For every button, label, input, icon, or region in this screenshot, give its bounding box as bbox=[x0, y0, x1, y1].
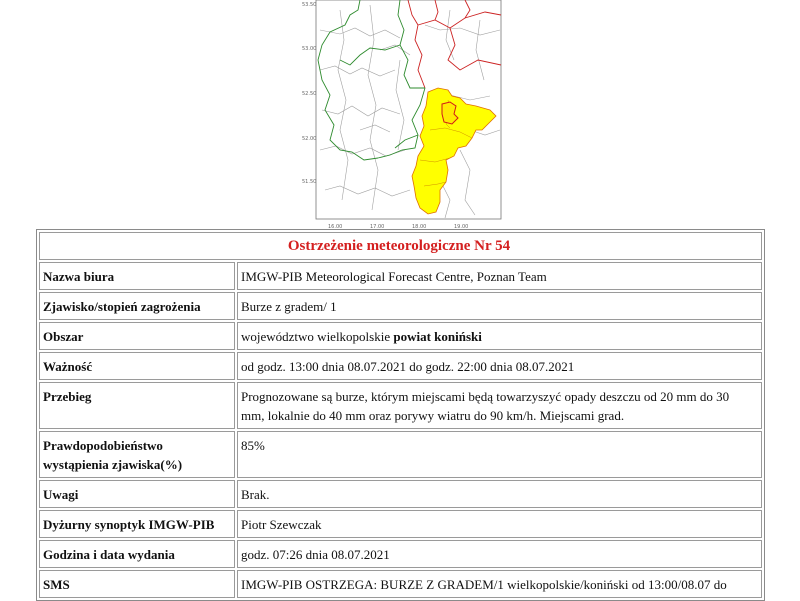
row-value-probability: 85% bbox=[237, 431, 762, 478]
row-label-probability: Prawdopodobieństwo wystąpienia zjawiska(%) bbox=[39, 431, 235, 478]
table-row bbox=[39, 292, 762, 320]
row-value-area bbox=[237, 322, 762, 350]
lat-label: 51.50 bbox=[302, 179, 317, 185]
table-row bbox=[39, 382, 762, 429]
row-label-course: Przebieg bbox=[39, 382, 235, 429]
row-value-forecaster: Piotr Szewczak bbox=[237, 510, 762, 538]
table-row bbox=[39, 262, 762, 290]
lat-label: 52.00 bbox=[302, 136, 317, 142]
table-row bbox=[39, 540, 762, 568]
table-row bbox=[39, 480, 762, 508]
red-voivodeship-border bbox=[408, 0, 501, 88]
warning-table bbox=[36, 229, 765, 601]
table-row bbox=[39, 322, 762, 350]
row-label-area: Obszar bbox=[39, 322, 235, 350]
row-value-remarks: Brak. bbox=[237, 480, 762, 508]
area-county: powiat koniński bbox=[393, 329, 482, 344]
row-label-issued: Godzina i data wydania bbox=[39, 540, 235, 568]
title-row bbox=[39, 232, 762, 260]
map-svg bbox=[300, 0, 512, 230]
area-voivodeship: województwo wielkopolskie bbox=[241, 329, 394, 344]
lon-label: 17.00 bbox=[370, 224, 385, 230]
row-value-course: Prognozowane są burze, którym miejscami będą towarzyszyć opady deszczu od 20 mm do 30 mm, lokalnie do 40 mm oraz porywy wiatru do 90 km/h. Miejscami grad. bbox=[237, 382, 762, 429]
row-value-issued: godz. 07:26 dnia 08.07.2021 bbox=[237, 540, 762, 568]
lon-label: 18.00 bbox=[412, 224, 427, 230]
row-value-sms: IMGW-PIB OSTRZEGA: BURZE Z GRADEM/1 wielkopolskie/koniński od 13:00/08.07 do bbox=[237, 570, 762, 598]
warning-title: Ostrzeżenie meteorologiczne Nr 54 bbox=[39, 232, 762, 260]
row-label-forecaster: Dyżurny synoptyk IMGW-PIB bbox=[39, 510, 235, 538]
row-label-remarks: Uwagi bbox=[39, 480, 235, 508]
lat-label: 53.00 bbox=[302, 46, 317, 52]
row-label-sms: SMS bbox=[39, 570, 235, 598]
row-value-office: IMGW-PIB Meteorological Forecast Centre, Poznan Team bbox=[237, 262, 762, 290]
row-label-validity: Ważność bbox=[39, 352, 235, 380]
lon-label: 16.00 bbox=[328, 224, 343, 230]
row-value-phenomenon: Burze z gradem/ 1 bbox=[237, 292, 762, 320]
lon-label: 19.00 bbox=[454, 224, 469, 230]
row-label-office: Nazwa biura bbox=[39, 262, 235, 290]
lat-label: 52.50 bbox=[302, 91, 317, 97]
row-label-phenomenon: Zjawisko/stopień zagrożenia bbox=[39, 292, 235, 320]
table-row bbox=[39, 431, 762, 478]
table-row bbox=[39, 352, 762, 380]
warning-map bbox=[300, 0, 512, 230]
table-row bbox=[39, 570, 762, 598]
lat-label: 53.50 bbox=[302, 2, 317, 8]
row-value-validity: od godz. 13:00 dnia 08.07.2021 do godz. 22:00 dnia 08.07.2021 bbox=[237, 352, 762, 380]
green-voivodeship-border bbox=[318, 0, 425, 160]
table-row bbox=[39, 510, 762, 538]
